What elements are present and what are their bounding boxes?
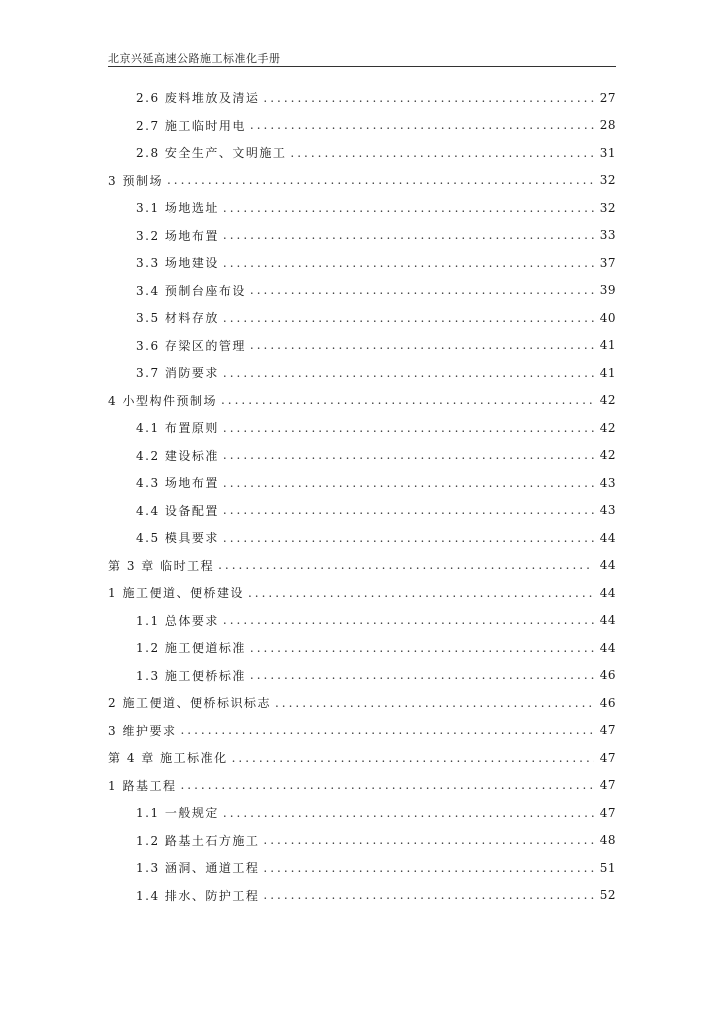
- toc-entry[interactable]: [108, 799, 616, 827]
- toc-entry[interactable]: [108, 772, 616, 800]
- toc-leader-dots: [223, 256, 594, 270]
- toc-leader-dots: [263, 888, 593, 902]
- toc-leader-dots: [232, 751, 594, 765]
- toc-entry-title: 3.5 材料存放: [136, 311, 219, 326]
- toc-entry[interactable]: [108, 304, 616, 332]
- toc-entry-page-number: 43: [599, 475, 616, 490]
- toc-leader-dots: [167, 173, 594, 187]
- toc-entry[interactable]: [108, 194, 616, 222]
- toc-entry-title: 4.4 设备配置: [136, 503, 219, 518]
- toc-entry-title: 1.2 施工便道标准: [136, 641, 246, 656]
- toc-entry-page-number: 43: [599, 503, 616, 518]
- toc-entry[interactable]: [108, 524, 616, 552]
- toc-entry-page-number: 44: [599, 530, 616, 545]
- toc-entry[interactable]: [108, 662, 616, 690]
- toc-entry-title: 第 3 章 临时工程: [108, 558, 215, 573]
- toc-leader-dots: [223, 311, 594, 325]
- toc-entry-page-number: 37: [599, 255, 616, 270]
- toc-entry[interactable]: [108, 469, 616, 497]
- running-header: 北京兴延高速公路施工标准化手册: [108, 52, 281, 65]
- toc-entry[interactable]: [108, 249, 616, 277]
- toc-entry-title: 4.1 布置原则: [136, 421, 219, 436]
- toc-entry-page-number: 28: [599, 118, 616, 133]
- toc-entry-title: 1.3 涵洞、通道工程: [136, 861, 260, 876]
- toc-leader-dots: [263, 91, 593, 105]
- toc-entry[interactable]: [108, 744, 616, 772]
- toc-entry[interactable]: [108, 689, 616, 717]
- toc-leader-dots: [250, 118, 594, 132]
- toc-leader-dots: [263, 833, 593, 847]
- toc-entry-title: 2.6 废料堆放及清运: [136, 91, 260, 106]
- toc-entry-page-number: 47: [599, 723, 616, 738]
- toc-entry-title: 3 维护要求: [108, 723, 177, 738]
- toc-entry-page-number: 42: [599, 393, 616, 408]
- toc-leader-dots: [263, 861, 593, 875]
- toc-entry-title: 1.3 施工便桥标准: [136, 668, 246, 683]
- toc-entry[interactable]: [108, 579, 616, 607]
- toc-leader-dots: [275, 696, 594, 710]
- toc-entry[interactable]: [108, 442, 616, 470]
- toc-leader-dots: [223, 228, 594, 242]
- toc-entry-page-number: 32: [599, 173, 616, 188]
- toc-leader-dots: [223, 806, 594, 820]
- toc-leader-dots: [221, 393, 594, 407]
- toc-leader-dots: [290, 146, 593, 160]
- header-rule: [108, 66, 616, 67]
- toc-leader-dots: [250, 283, 594, 297]
- toc-leader-dots: [223, 503, 594, 517]
- toc-entry-page-number: 52: [599, 888, 616, 903]
- toc-entry-page-number: 47: [599, 778, 616, 793]
- toc-entry-page-number: 47: [599, 805, 616, 820]
- toc-entry[interactable]: [108, 854, 616, 882]
- toc-entry[interactable]: [108, 167, 616, 195]
- toc-entry[interactable]: [108, 84, 616, 112]
- toc-entry-page-number: 33: [599, 228, 616, 243]
- toc-entry-page-number: 31: [599, 145, 616, 160]
- toc-entry-title: 3.2 场地布置: [136, 228, 219, 243]
- toc-leader-dots: [180, 723, 593, 737]
- toc-entry-title: 1 施工便道、便桥建设: [108, 586, 244, 601]
- toc-entry-page-number: 41: [599, 365, 616, 380]
- toc-entry-page-number: 46: [599, 695, 616, 710]
- toc-leader-dots: [180, 778, 593, 792]
- toc-entry[interactable]: [108, 882, 616, 910]
- toc-entry[interactable]: [108, 112, 616, 140]
- toc-entry-title: 3.3 场地建设: [136, 256, 219, 271]
- toc-entry-page-number: 27: [599, 90, 616, 105]
- toc-entry-page-number: 46: [599, 668, 616, 683]
- toc-leader-dots: [248, 586, 594, 600]
- toc-leader-dots: [223, 476, 594, 490]
- toc-entry[interactable]: [108, 139, 616, 167]
- toc-entry-page-number: 44: [599, 585, 616, 600]
- toc-leader-dots: [223, 531, 594, 545]
- toc-entry-page-number: 32: [599, 200, 616, 215]
- toc-entry[interactable]: [108, 414, 616, 442]
- toc-entry-page-number: 44: [599, 558, 616, 573]
- toc-entry[interactable]: [108, 634, 616, 662]
- toc-entry-title: 4.3 场地布置: [136, 476, 219, 491]
- toc-entry-title: 1 路基工程: [108, 778, 177, 793]
- toc-leader-dots: [223, 421, 594, 435]
- toc-entry-title: 第 4 章 施工标准化: [108, 751, 228, 766]
- toc-entry[interactable]: [108, 222, 616, 250]
- toc-entry-page-number: 42: [599, 420, 616, 435]
- toc-entry[interactable]: [108, 332, 616, 360]
- toc-entry-title: 3 预制场: [108, 173, 163, 188]
- toc-entry-title: 3.7 消防要求: [136, 366, 219, 381]
- toc-entry-page-number: 42: [599, 448, 616, 463]
- toc-entry-title: 4.5 模具要求: [136, 531, 219, 546]
- toc-entry-title: 3.4 预制台座布设: [136, 283, 246, 298]
- table-of-contents: [108, 84, 616, 909]
- toc-entry-title: 1.1 一般规定: [136, 806, 219, 821]
- toc-entry-title: 4 小型构件预制场: [108, 393, 217, 408]
- toc-entry-page-number: 40: [599, 310, 616, 325]
- toc-leader-dots: [250, 641, 594, 655]
- toc-entry-page-number: 41: [599, 338, 616, 353]
- toc-entry-title: 1.2 路基土石方施工: [136, 833, 260, 848]
- toc-entry-title: 3.1 场地选址: [136, 201, 219, 216]
- toc-entry-title: 4.2 建设标准: [136, 448, 219, 463]
- toc-entry-page-number: 39: [599, 283, 616, 298]
- toc-leader-dots: [250, 668, 594, 682]
- toc-leader-dots: [223, 366, 594, 380]
- toc-leader-dots: [218, 558, 594, 572]
- toc-entry-title: 3.6 存梁区的管理: [136, 338, 246, 353]
- toc-entry-title: 2.7 施工临时用电: [136, 118, 246, 133]
- toc-leader-dots: [223, 201, 594, 215]
- toc-entry[interactable]: [108, 552, 616, 580]
- toc-entry[interactable]: [108, 607, 616, 635]
- toc-entry-title: 1.4 排水、防护工程: [136, 888, 260, 903]
- toc-entry-page-number: 44: [599, 640, 616, 655]
- toc-entry-page-number: 47: [599, 750, 616, 765]
- toc-entry[interactable]: [108, 717, 616, 745]
- toc-leader-dots: [223, 448, 594, 462]
- toc-entry[interactable]: [108, 387, 616, 415]
- toc-entry-page-number: 48: [599, 833, 616, 848]
- toc-entry-page-number: 51: [599, 860, 616, 875]
- toc-entry-page-number: 44: [599, 613, 616, 628]
- toc-entry[interactable]: [108, 277, 616, 305]
- toc-entry[interactable]: [108, 497, 616, 525]
- toc-leader-dots: [223, 613, 594, 627]
- toc-entry[interactable]: [108, 827, 616, 855]
- toc-entry[interactable]: [108, 359, 616, 387]
- toc-leader-dots: [250, 338, 594, 352]
- toc-entry-title: 2 施工便道、便桥标识标志: [108, 696, 271, 711]
- toc-entry-title: 1.1 总体要求: [136, 613, 219, 628]
- toc-entry-title: 2.8 安全生产、文明施工: [136, 146, 287, 161]
